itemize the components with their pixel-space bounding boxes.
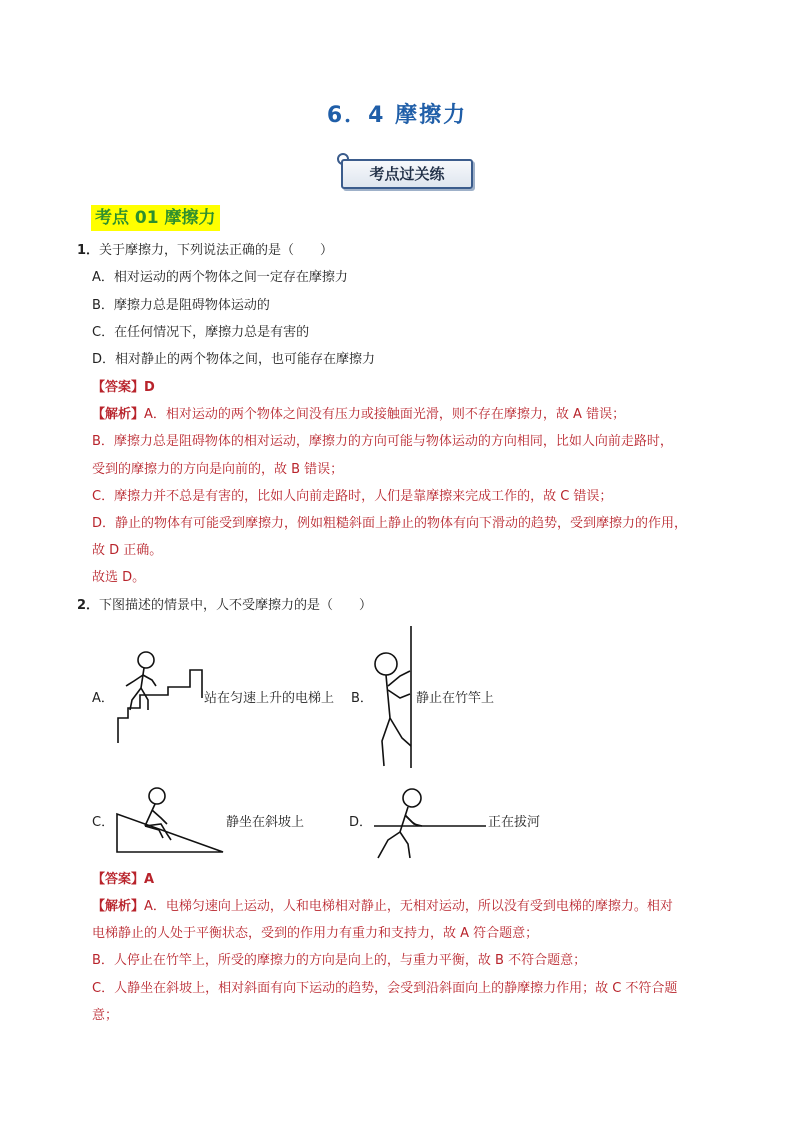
option-d: D．相对静止的两个物体之间，也可能存在摩擦力 [92,352,376,367]
question-stem: 下图描述的情景中，人不受摩擦力的是（ ） [99,598,373,613]
option-a: A．相对运动的两个物体之间一定存在摩擦力 [92,270,348,285]
question-1 [77,241,333,261]
analysis-label: 【解析】 [92,407,145,422]
figure-a-escalator [116,648,206,743]
page-title: 6．4 摩擦力 [326,103,468,128]
option-c: C．在任何情况下，摩擦力总是有害的 [92,325,310,340]
analysis-line: 意； [92,1008,119,1023]
question-2 [77,596,372,616]
analysis-line: 受到的摩擦力的方向是向前的，故 B 错误； [92,462,344,477]
escalator-person-drawing [116,648,206,743]
option-b: B．摩擦力总是阻碍物体运动的 [92,298,270,313]
analysis-text: A．电梯匀速向上运动，人和电梯相对静止，无相对运动，所以没有受到电梯的摩擦力。相对 [144,899,673,914]
analysis-line: 电梯静止的人处于平衡状态，受到的作用力有重力和支持力，故 A 符合题意； [92,926,539,941]
figure-b-letter: B． [351,691,373,706]
answer: 【答案】A [92,872,155,887]
question-stem: 关于摩擦力，下列说法正确的是（ ） [99,243,334,258]
analysis-line: B．人停止在竹竿上，所受的摩擦力的方向是向上的，与重力平衡，故 B 不符合题意； [92,953,587,968]
figure-c-caption: 静坐在斜坡上 [226,815,305,830]
figure-c-slope [117,786,225,853]
analysis-line [92,405,625,425]
answer: 【答案】D [92,380,155,395]
figure-b-pole [370,626,416,768]
section-badge [337,153,477,189]
figure-d-caption: 正在拔河 [488,815,541,830]
question-number: 1． [77,243,100,258]
figure-a-letter: A． [92,691,114,706]
badge-label: 考点过关练 [341,159,473,189]
section-heading: 考点 01 摩擦力 [91,205,220,231]
slope-person-drawing [117,786,225,853]
analysis-line: 故 D 正确。 [92,543,163,558]
analysis-line: C．人静坐在斜坡上，相对斜面有向下运动的趋势，会受到沿斜面向上的静摩擦力作用；故 C 不符合题 [92,981,678,996]
analysis-line [92,897,673,917]
figure-d-letter: D． [349,815,373,830]
analysis-label: 【解析】 [92,899,145,914]
analysis-line: 故选 D。 [92,570,146,585]
analysis-text: A．相对运动的两个物体之间没有压力或接触面光滑，则不存在摩擦力，故 A 错误； [144,407,626,422]
tug-of-war-person-drawing [374,780,486,860]
question-number: 2． [77,598,100,613]
analysis-line: D．静止的物体有可能受到摩擦力，例如粗糙斜面上静止的物体有向下滑动的趋势，受到摩擦力的作用， [92,516,688,531]
figure-a-caption: 站在匀速上升的电梯上 [204,691,335,706]
figure-b-caption: 静止在竹竿上 [416,691,495,706]
analysis-line: C．摩擦力并不总是有害的，比如人向前走路时，人们是靠摩擦来完成工作的，故 C 错误； [92,489,613,504]
figure-c-letter: C． [92,815,115,830]
pole-person-drawing [370,626,416,768]
analysis-line: B．摩擦力总是阻碍物体的相对运动，摩擦力的方向可能与物体运动的方向相同，比如人向前走路时， [92,434,673,449]
figure-d-tug-of-war [374,780,486,860]
